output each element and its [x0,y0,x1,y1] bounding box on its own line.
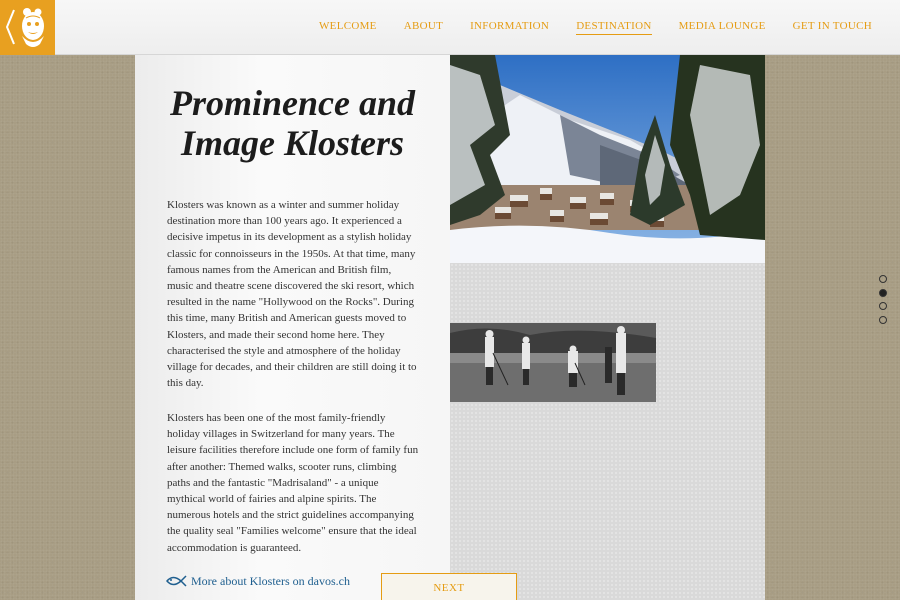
klosters-winter-photo [450,55,765,263]
more-link-label: More about Klosters on davos.ch [191,573,350,588]
article-paragraph-1: Klosters was known as a winter and summer holiday destination more than 100 years ago. It experienced a decisive impetus in its development as a stylish holiday classic for connoisseurs in the 1950s. At that time, many famous names from the American and British film, music and theatre scene discovered the ski resort, which resulted in the name "Hollywood on the Rocks". During this time, many British and American guests moved to Klosters, and made their second home here. They characterised the style and atmosphere of the holiday village for decades, and their children are still doing it to this day. [167,199,417,390]
nav-item-welcome[interactable]: WELCOME [319,20,377,32]
site-header [0,0,900,55]
nav-item-about[interactable]: ABOUT [403,20,444,32]
page-title-line1: Prominence and [169,83,415,123]
nav-item-information[interactable]: INFORMATION [470,20,550,32]
nav-item-get-in-touch[interactable]: GET IN TOUCH [792,20,872,32]
page-title [135,83,450,163]
article-paragraph-2: Klosters has been one of the most family-friendly holiday villages in Switzerland for many years. The leisure facilities therefore include one form of family fun after another: Themed walks, scooter runs, climbing paths and the fantastic "Madrisaland" - a unique mythical world of fairies and alpine spirits. The numerous hotels and the strict guidelines accompanying the quality seal "Families welcome" ensure that the ideal accommodation is guaranteed. [167,412,419,554]
slide-dot-1[interactable] [879,275,887,283]
nav-item-media-lounge[interactable]: MEDIA LOUNGE [678,20,766,32]
main-nav [319,20,872,35]
chevron-left-icon [7,10,14,44]
image-panel [450,55,765,600]
next-button[interactable]: NEXT [381,573,517,600]
logo-back-button[interactable] [0,0,55,55]
article-panel [135,55,450,600]
lion-crest-logo [0,0,55,55]
fish-icon [165,573,187,589]
slide-dot-4[interactable] [879,316,887,324]
slide-dot-3[interactable] [879,302,887,310]
more-about-klosters-link[interactable] [165,573,350,589]
slide-dot-2[interactable] [879,289,887,297]
nav-item-destination[interactable]: DESTINATION [576,20,651,35]
page-title-line2: Image Klosters [180,123,404,163]
slide-pagination [879,275,887,329]
golf-players-vintage-photo [450,323,656,402]
